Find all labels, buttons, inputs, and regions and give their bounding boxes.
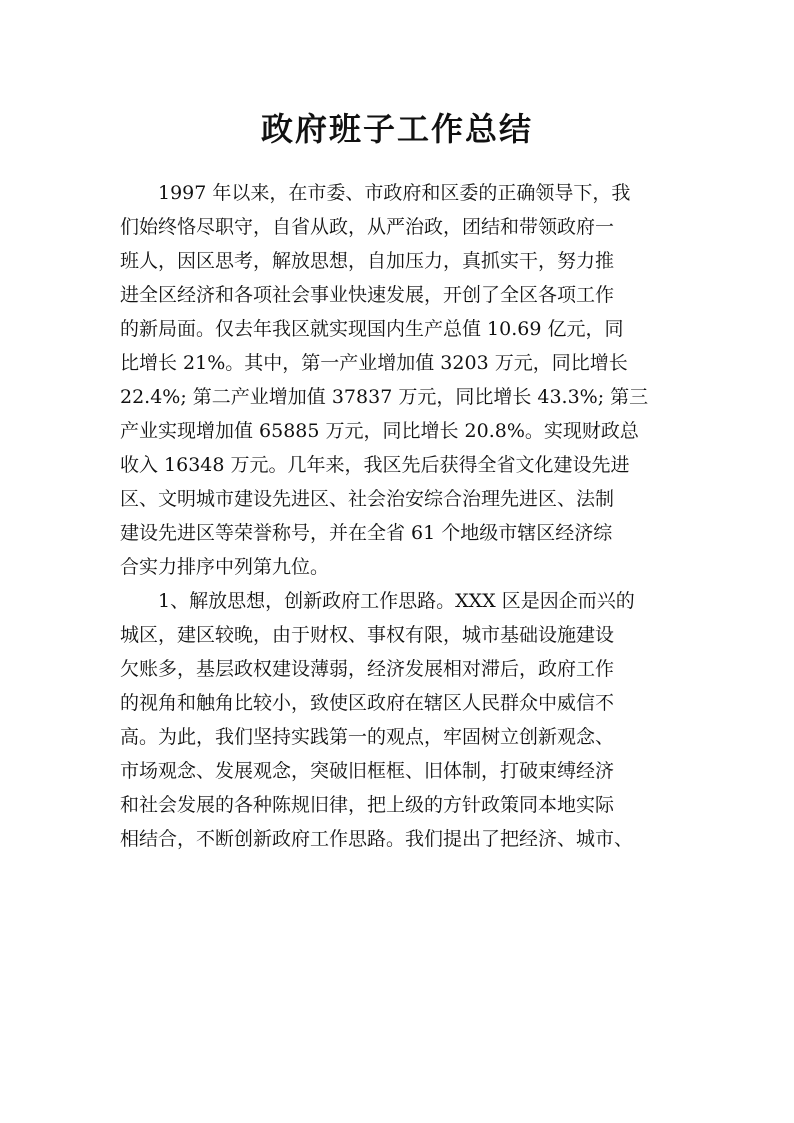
- paragraph-2-line: 高。为此，我们坚持实践第一的观点，牢固树立创新观念、: [120, 726, 615, 748]
- paragraph-1-line: 收入 16348 万元。几年来，我区先后获得全省文化建设先进: [120, 454, 630, 476]
- paragraph-2-line: 的视角和触角比较小，致使区政府在辖区人民群众中威信不: [120, 692, 615, 714]
- document-title: 政府班子工作总结: [260, 110, 533, 148]
- document-body: [120, 176, 676, 856]
- paragraph-2-line: 和社会发展的各种陈规旧律，把上级的方针政策同本地实际: [120, 794, 615, 816]
- paragraph-1-line: 们始终恪尽职守，自省从政，从严治政，团结和带领政府一: [120, 216, 615, 238]
- paragraph-1-line: 进全区经济和各项社会事业快速发展，开创了全区各项工作: [120, 284, 615, 306]
- paragraph-1-line: 区、文明城市建设先进区、社会治安综合治理先进区、法制: [120, 488, 615, 510]
- paragraph-2-line: 相结合，不断创新政府工作思路。我们提出了把经济、城市、: [120, 828, 634, 850]
- paragraph-1-line: 的新局面。仅去年我区就实现国内生产总值 10.69 亿元，同: [120, 318, 624, 340]
- paragraph-1-line: 比增长 21%。其中，第一产业增加值 3203 万元，同比增长: [120, 352, 628, 374]
- paragraph-1-line: 建设先进区等荣誉称号，并在全省 61 个地级市辖区经济综: [120, 522, 613, 544]
- paragraph-2-line: 1、解放思想，创新政府工作思路。XXX 区是因企而兴的: [158, 590, 635, 612]
- paragraph-2-line: 城区，建区较晚，由于财权、事权有限，城市基础设施建设: [120, 624, 615, 646]
- paragraph-1-line: 产业实现增加值 65885 万元，同比增长 20.8%。实现财政总: [120, 420, 639, 442]
- paragraph-1-line: 合实力排序中列第九位。: [120, 556, 330, 578]
- paragraph-2-line: 欠账多，基层政权建设薄弱，经济发展相对滞后，政府工作: [120, 658, 615, 680]
- paragraph-1-line: 班人，因区思考，解放思想，自加压力，真抓实干，努力推: [120, 250, 615, 272]
- paragraph-1-line: 1997 年以来，在市委、市政府和区委的正确领导下，我: [158, 182, 631, 204]
- paragraph-1-line: 22.4%; 第二产业增加值 37837 万元，同比增长 43.3%; 第三: [120, 386, 649, 408]
- paragraph-2-line: 市场观念、发展观念，突破旧框框、旧体制，打破束缚经济: [120, 760, 615, 782]
